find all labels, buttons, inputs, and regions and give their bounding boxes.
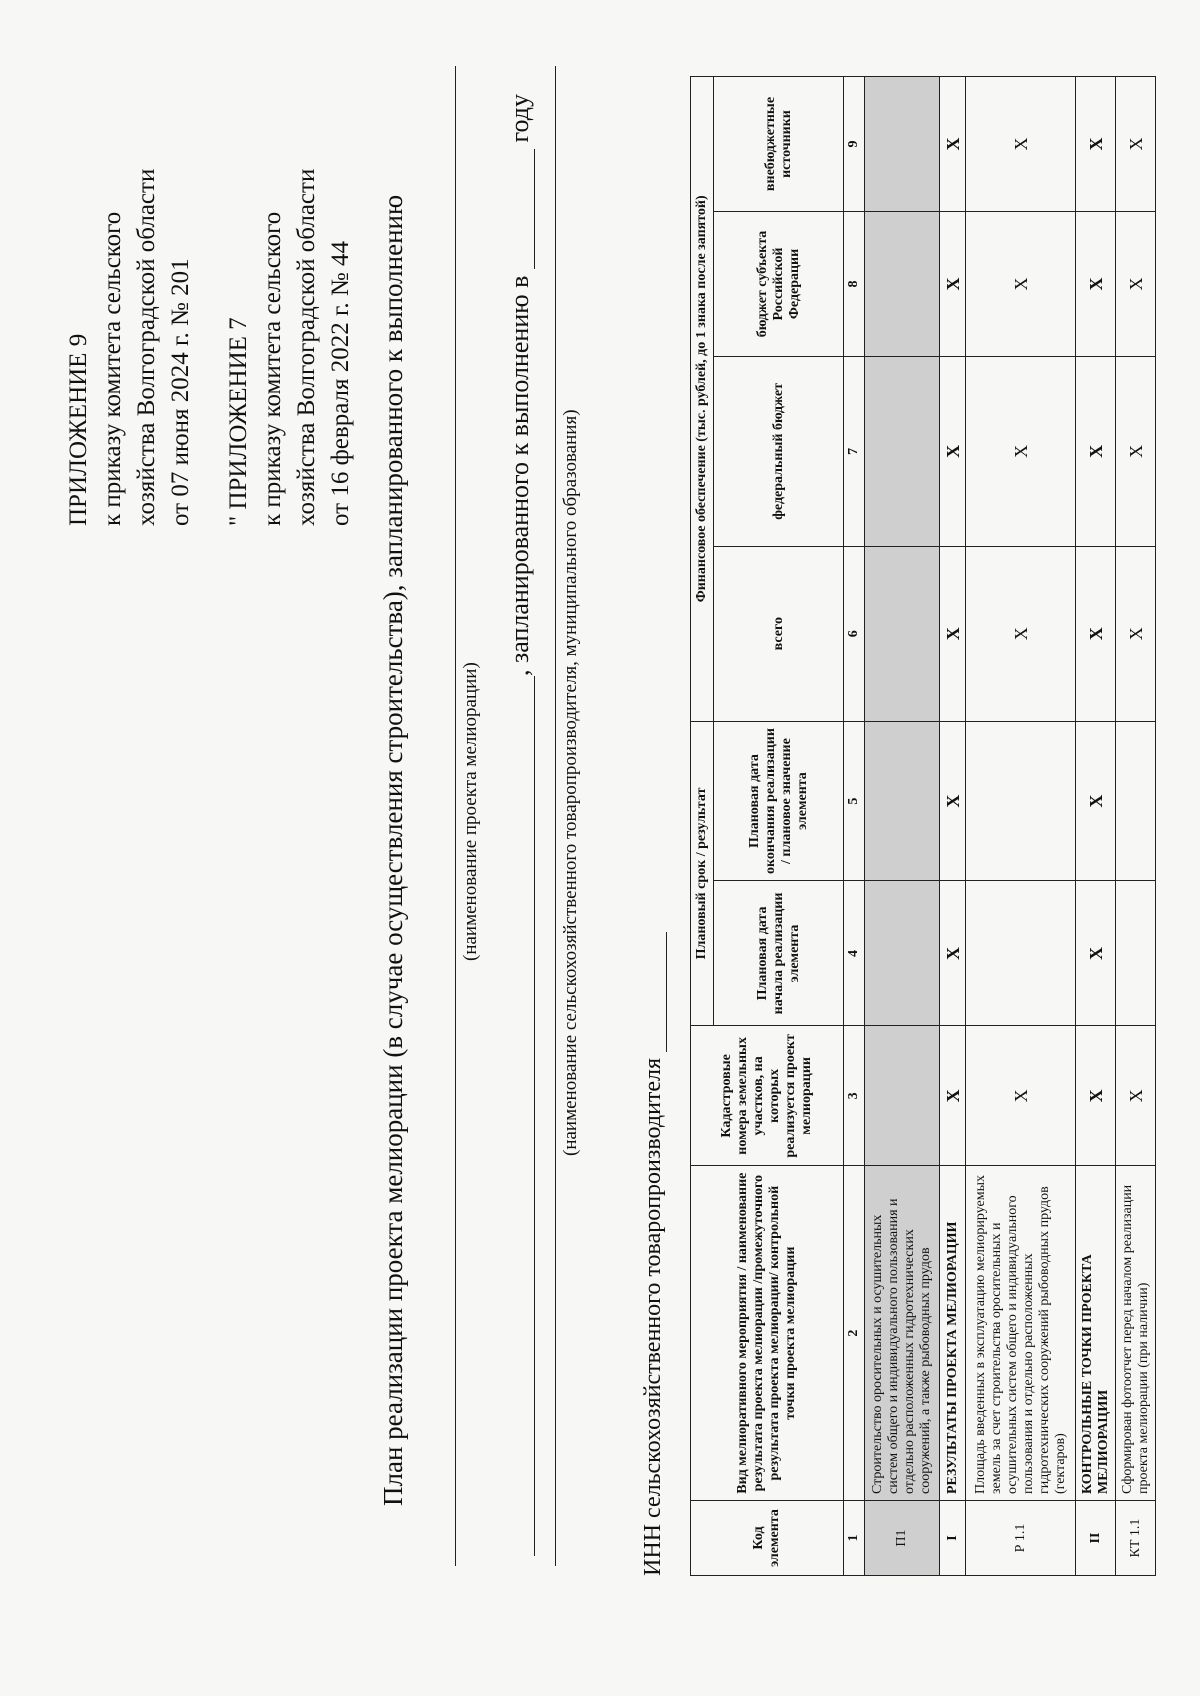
row-cell bbox=[865, 212, 940, 357]
appendix-9-header bbox=[62, 169, 198, 526]
row-cell: X bbox=[966, 356, 1076, 546]
table-row bbox=[1076, 77, 1116, 1576]
row-cell: X bbox=[966, 1026, 1076, 1166]
row-cell bbox=[1116, 881, 1156, 1026]
header-federal: федеральный бюджет bbox=[714, 356, 844, 546]
appendix-9-line: от 07 июня 2024 г. № 201 bbox=[167, 258, 194, 526]
row-cell: X bbox=[940, 77, 966, 212]
col-num: 7 bbox=[844, 356, 865, 546]
col-num: 4 bbox=[844, 881, 865, 1026]
row-cell bbox=[1116, 721, 1156, 881]
row-cell: X bbox=[1116, 356, 1156, 546]
inn-label: ИНН сельскохозяйственного товаропроизводителя bbox=[640, 1057, 666, 1576]
row-cell: X bbox=[1116, 546, 1156, 721]
year-suffix: году bbox=[505, 94, 534, 143]
row-cell: X bbox=[940, 1026, 966, 1166]
col-num: 9 bbox=[844, 77, 865, 212]
row-cell: X bbox=[1116, 77, 1156, 212]
row-cell bbox=[865, 881, 940, 1026]
row-code: КТ 1.1 bbox=[1116, 1501, 1156, 1576]
row-code: I bbox=[940, 1501, 966, 1576]
row-cell: X bbox=[1076, 1026, 1116, 1166]
row-cell: X bbox=[1076, 77, 1116, 212]
appendix-7-line: от 16 февраля 2022 г. № 44 bbox=[327, 240, 354, 526]
row-cell bbox=[865, 77, 940, 212]
row-name: РЕЗУЛЬТАТЫ ПРОЕКТА МЕЛИОРАЦИИ bbox=[940, 1166, 966, 1501]
appendix-9-line: к приказу комитета сельского bbox=[99, 211, 126, 526]
row-cell bbox=[966, 721, 1076, 881]
project-name-line bbox=[455, 66, 456, 1566]
row-cell: X bbox=[1076, 546, 1116, 721]
inn-row bbox=[640, 932, 667, 1576]
row-name: Сформирован фотоотчет перед началом реализации проекта мелиорации (при наличии) bbox=[1116, 1166, 1156, 1501]
header-code: Код элемента bbox=[691, 1501, 844, 1576]
table-row bbox=[966, 77, 1076, 1576]
year-row bbox=[505, 94, 535, 1556]
appendix-9-line: хозяйства Волгоградской области bbox=[133, 168, 160, 526]
producer-caption: (наименование сельскохозяйственного товаропроизводителя, муниципального образования) bbox=[560, 409, 581, 1156]
row-cell bbox=[865, 546, 940, 721]
row-name: Строительство оросительных и осушительных систем общего и индивидуального пользования и отдельно расположенных гидротехнических сооружений, а также рыбоводных прудов bbox=[865, 1166, 940, 1501]
row-cell: X bbox=[1076, 212, 1116, 357]
header-fin-group: Финансовое обеспечение (тыс. рублей, до 1 знака после запятой) bbox=[691, 77, 714, 722]
appendix-7-line: к приказу комитета сельского bbox=[259, 211, 286, 526]
row-name: Площадь введенных в эксплуатацию мелиорируемых земель за счет строительства оросительных и осушительных систем общего и индивидуального пользования и отдельно расположенных гидротехнических сооружений рыбоводных прудов (гектаров) bbox=[966, 1166, 1076, 1501]
header-plan-group: Плановый срок / результат bbox=[691, 721, 714, 1026]
appendix-7-line: " ПРИЛОЖЕНИЕ 7 bbox=[225, 317, 252, 526]
row-code: II bbox=[1076, 1501, 1116, 1576]
row-cell: X bbox=[940, 721, 966, 881]
row-cell: X bbox=[966, 77, 1076, 212]
row-code: Р 1.1 bbox=[966, 1501, 1076, 1576]
row-cell: X bbox=[1076, 881, 1116, 1026]
column-number-row bbox=[844, 77, 865, 1576]
appendix-9-line: ПРИЛОЖЕНИЕ 9 bbox=[65, 333, 92, 526]
header-extra: внебюджетные источники bbox=[714, 77, 844, 212]
producer-name-line bbox=[510, 676, 535, 1556]
table-row bbox=[865, 77, 940, 1576]
table-row bbox=[940, 77, 966, 1576]
header-cadastral: Кадастровые номера земельных участков, на которых реализуется проект мелиорации bbox=[691, 1026, 844, 1166]
col-num: 3 bbox=[844, 1026, 865, 1166]
col-num: 2 bbox=[844, 1166, 865, 1501]
header-kind: Вид мелиоративного мероприятия / наименование результата проекта мелиорации /промежуточного результата проекта мелиорации/ контрольной точки проекта мелиорации bbox=[691, 1166, 844, 1501]
header-start: Плановая дата начала реализации элемента bbox=[714, 881, 844, 1026]
row-cell: X bbox=[940, 212, 966, 357]
col-num: 5 bbox=[844, 721, 865, 881]
row-cell bbox=[865, 356, 940, 546]
col-num: 6 bbox=[844, 546, 865, 721]
header-total: всего bbox=[714, 546, 844, 721]
header-end: Плановая дата окончания реализации / плановое значение элемента bbox=[714, 721, 844, 881]
col-num: 8 bbox=[844, 212, 865, 357]
row-cell: X bbox=[966, 546, 1076, 721]
row-cell: X bbox=[940, 881, 966, 1026]
header-regional: бюджет субъекта Российской Федерации bbox=[714, 212, 844, 357]
plan-title: План реализации проекта мелиорации (в случае осуществления строительства), запланированного к выполнению bbox=[378, 194, 408, 1506]
plan-table bbox=[690, 76, 1156, 1576]
row-cell: X bbox=[966, 212, 1076, 357]
inn-blank bbox=[644, 932, 667, 1052]
appendix-7-header bbox=[222, 169, 358, 526]
row-cell: X bbox=[1076, 356, 1116, 546]
table-row bbox=[1116, 77, 1156, 1576]
planned-prefix: , запланированного к выполнению в bbox=[505, 275, 534, 676]
row-code: П1 bbox=[865, 1501, 940, 1576]
producer-line bbox=[555, 66, 556, 1566]
row-name: КОНТРОЛЬНЫЕ ТОЧКИ ПРОЕКТА МЕЛИОРАЦИИ bbox=[1076, 1166, 1116, 1501]
row-cell: X bbox=[940, 356, 966, 546]
row-cell: X bbox=[1116, 212, 1156, 357]
project-name-caption: (наименование проекта мелиорации) bbox=[460, 662, 481, 961]
row-cell: X bbox=[1116, 1026, 1156, 1166]
row-cell bbox=[865, 1026, 940, 1166]
row-cell: X bbox=[940, 546, 966, 721]
appendix-7-line: хозяйства Волгоградской области bbox=[293, 168, 320, 526]
row-cell bbox=[865, 721, 940, 881]
year-blank bbox=[510, 149, 535, 269]
row-cell: X bbox=[1076, 721, 1116, 881]
row-cell bbox=[966, 881, 1076, 1026]
col-num: 1 bbox=[844, 1501, 865, 1576]
